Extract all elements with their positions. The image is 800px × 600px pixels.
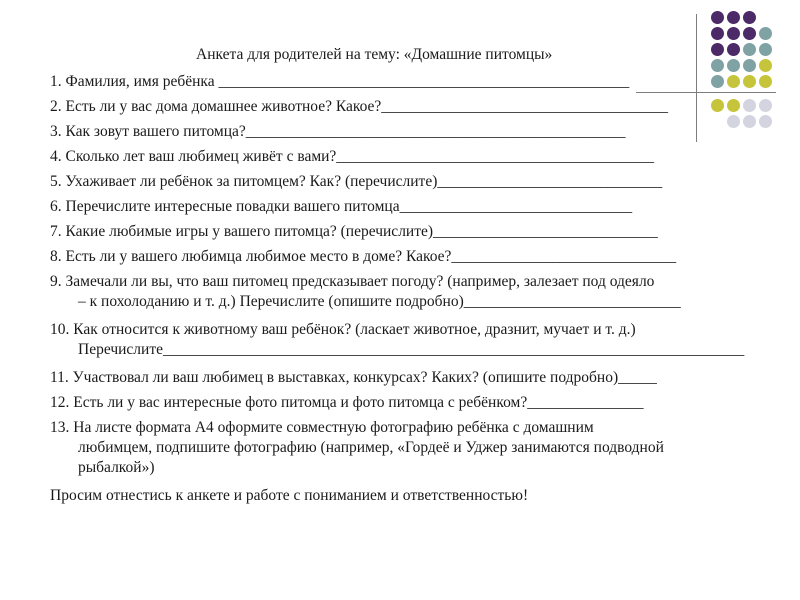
question-9 — [50, 272, 681, 312]
decor-dot — [727, 43, 740, 56]
decor-dot — [727, 59, 740, 72]
decor-dot — [727, 75, 740, 88]
question-13-line-2: любимцем, подпишите фотографию (например, «Гордеё и Уджер занимаются подводной — [78, 439, 664, 456]
decor-dot — [711, 59, 724, 72]
survey-title: Анкета для родителей на тему: «Домашние питомцы» — [196, 46, 553, 63]
question-2: 2. Есть ли у вас дома домашнее животное? Какое?_____________________________________ — [50, 98, 669, 115]
decor-dot — [743, 43, 756, 56]
decor-dot — [743, 27, 756, 40]
question-9-line-1: 9. Замечали ли вы, что ваш питомец предсказывает погоду? (например, залезает под одеяло — [50, 273, 655, 290]
decor-dot — [743, 59, 756, 72]
question-10-line-1: 10. Как относится к животному ваш ребёнок? (ласкает животное, дразнит, мучает и т. д.) — [50, 321, 636, 338]
decorative-vertical-line — [696, 14, 697, 142]
decor-dot — [743, 11, 756, 24]
closing-note: Просим отнестись к анкете и работе с пониманием и ответственностью! — [50, 487, 529, 504]
question-5: 5. Ухаживает ли ребёнок за питомцем? Как? (перечислите)_____________________________ — [50, 173, 663, 190]
question-4: 4. Сколько лет ваш любимец живёт с вами?_________________________________________ — [50, 148, 655, 165]
decor-dot — [727, 27, 740, 40]
question-13-line-1: 13. На листе формата А4 оформите совместную фотографию ребёнка с домашним — [50, 419, 594, 436]
decor-dot — [743, 75, 756, 88]
decor-dot — [727, 99, 740, 112]
decor-dot — [759, 43, 772, 56]
question-10-line-2: Перечислите___________________________________________________________________________ — [78, 341, 745, 358]
decorative-horizontal-line — [636, 92, 776, 93]
decor-dot — [711, 99, 724, 112]
question-3: 3. Как зовут вашего питомца?_________________________________________________ — [50, 123, 626, 140]
decor-dot — [743, 115, 756, 128]
question-7: 7. Какие любимые игры у вашего питомца? (перечислите)_____________________________ — [50, 223, 658, 240]
question-6: 6. Перечислите интересные повадки вашего питомца______________________________ — [50, 198, 633, 215]
decor-dot — [759, 27, 772, 40]
decor-dot — [759, 115, 772, 128]
decor-dot — [759, 75, 772, 88]
question-10 — [50, 320, 744, 360]
decor-dot — [711, 11, 724, 24]
question-1: 1. Фамилия, имя ребёнка _____________________________________________________ — [50, 73, 630, 90]
decor-dot — [711, 27, 724, 40]
question-11: 11. Участвовал ли ваш любимец в выставках, конкурсах? Каких? (опишите подробно)_____ — [50, 369, 657, 386]
decor-dot — [727, 115, 740, 128]
decor-dot — [759, 99, 772, 112]
decor-dot — [711, 43, 724, 56]
decor-dot — [711, 75, 724, 88]
decor-dot — [743, 99, 756, 112]
question-12: 12. Есть ли у вас интересные фото питомца и фото питомца с ребёнком?_______________ — [50, 394, 644, 411]
decor-dot — [727, 11, 740, 24]
question-8: 8. Есть ли у вашего любимца любимое место в доме? Какое?_____________________________ — [50, 248, 677, 265]
question-13 — [50, 418, 664, 478]
decor-dot — [759, 59, 772, 72]
question-9-line-2: – к похолоданию и т. д.) Перечислите (опишите подробно)____________________________ — [78, 293, 681, 310]
question-13-line-3: рыбалкой») — [78, 459, 155, 476]
